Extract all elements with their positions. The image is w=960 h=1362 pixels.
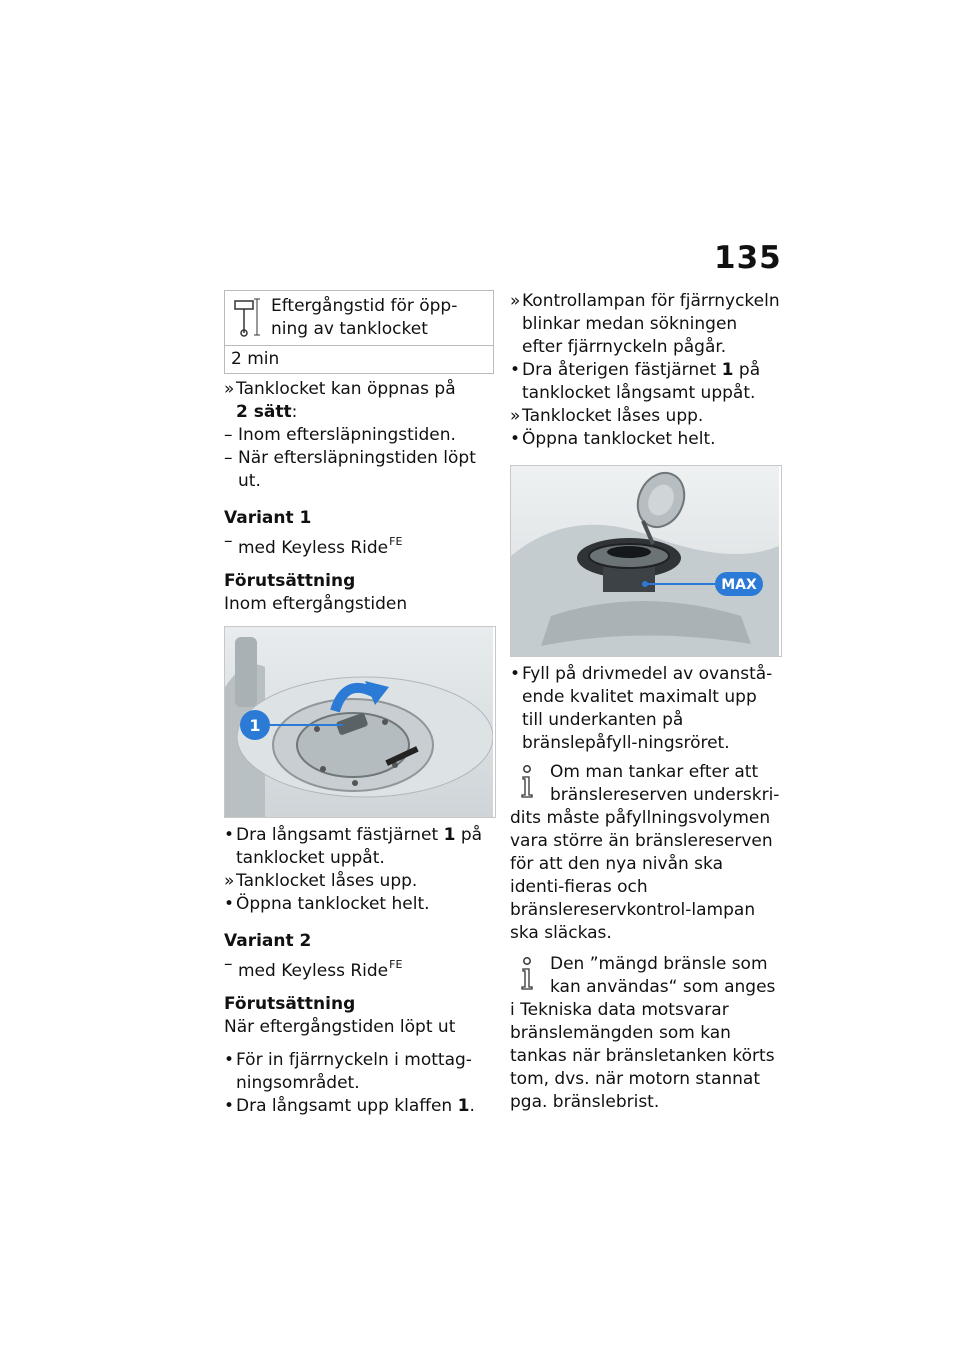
variant1-heading: Variant 1 <box>224 508 312 528</box>
action-ref: 1 <box>721 360 734 380</box>
right-column <box>510 290 782 1114</box>
bullet-marker: • <box>510 360 521 380</box>
result-line <box>510 290 782 359</box>
result-text: Tanklocket låses upp. <box>236 871 418 891</box>
spec-box <box>224 290 494 374</box>
intro-tail: : <box>291 402 298 422</box>
action-ref: 1 <box>443 825 456 845</box>
dash-marker: – <box>224 448 233 468</box>
action-item <box>224 1049 496 1095</box>
result-text: Tanklocket låses upp. <box>522 406 704 426</box>
dash-marker: – <box>224 954 233 974</box>
dash-item <box>224 424 496 447</box>
result-marker: » <box>510 291 521 311</box>
variant1-requirement <box>224 530 496 560</box>
result-text: Kontrollampan för fjärrnyckeln blinkar medan sökningen efter fjärrnyckeln pågår. <box>522 291 780 357</box>
variant2-heading: Variant 2 <box>224 931 312 951</box>
requirement-text: med Keyless Ride <box>238 538 389 558</box>
action-item <box>510 428 782 451</box>
result-line <box>510 405 782 428</box>
condition-text: När eftergångstiden löpt ut <box>224 1017 456 1037</box>
note-text: Om man tankar efter att bränslereserven underskri-dits måste påfyllningsvolymen vara större än bränslereserven för att den nya nivån ska identi-fieras och bränslereservkontrol-lampan ska släckas. <box>510 762 780 943</box>
bullet-marker: • <box>224 894 235 914</box>
intro-bold: 2 sätt <box>236 402 292 422</box>
result-line <box>224 870 496 893</box>
spec-title: Eftergångstid för öpp-ning av tanklocket <box>271 296 458 339</box>
page-number: 135 <box>714 240 782 276</box>
dash-item <box>224 447 496 493</box>
action-text: Dra återigen fästjärnet <box>522 360 722 380</box>
figure-tank-cap-closed <box>224 626 496 818</box>
dash-text: När eftersläpningstiden löpt ut. <box>238 448 476 491</box>
action-text: Öppna tanklocket helt. <box>236 894 430 914</box>
action-ref: 1 <box>457 1096 470 1116</box>
max-label: MAX <box>721 577 757 593</box>
spec-box-header <box>225 291 493 346</box>
bullet-marker: • <box>224 1096 235 1116</box>
action-item <box>510 359 782 405</box>
bullet-marker: • <box>510 664 521 684</box>
info-note <box>510 953 782 1114</box>
requirement-sup: FE <box>389 535 403 548</box>
requirement-text: med Keyless Ride <box>238 961 389 981</box>
left-column <box>224 290 496 1118</box>
action-text: För in fjärrnyckeln i mottag-ningsområdet. <box>236 1050 472 1093</box>
action-item <box>224 1095 496 1118</box>
timer-icon <box>231 295 261 339</box>
action-item <box>510 663 782 755</box>
tank-cap-illustration <box>225 627 493 817</box>
bullet-marker: • <box>510 429 521 449</box>
dash-text: Inom eftersläpningstiden. <box>238 425 456 445</box>
intro-text: Tanklocket kan öppnas på <box>236 379 456 399</box>
info-icon <box>512 763 542 803</box>
variant2-requirement <box>224 953 496 983</box>
dash-marker: – <box>224 425 233 445</box>
action-text: Öppna tanklocket helt. <box>522 429 716 449</box>
action-item <box>224 893 496 916</box>
bullet-marker: • <box>224 825 235 845</box>
action-text: Dra långsamt fästjärnet <box>236 825 444 845</box>
callout-1-label: 1 <box>249 716 261 735</box>
condition-heading: Förutsättning <box>224 571 356 591</box>
info-note <box>510 761 782 945</box>
action-text-tail: på tanklocket långsamt uppåt. <box>522 360 761 403</box>
info-icon <box>512 955 542 995</box>
result-line <box>224 378 496 424</box>
action-text: Dra långsamt upp klaffen <box>236 1096 458 1116</box>
figure-tank-open <box>510 465 782 657</box>
result-marker: » <box>510 406 521 426</box>
action-text-tail: . <box>469 1096 475 1116</box>
spec-value: 2 min <box>231 349 280 369</box>
tank-open-illustration <box>511 466 779 656</box>
result-marker: » <box>224 871 235 891</box>
condition-text: Inom eftergångstiden <box>224 594 408 614</box>
dash-marker: – <box>224 531 233 551</box>
action-item <box>224 824 496 870</box>
action-text-tail: på tanklocket uppåt. <box>236 825 483 868</box>
result-marker: » <box>224 379 235 399</box>
requirement-sup: FE <box>389 958 403 971</box>
condition-heading: Förutsättning <box>224 994 356 1014</box>
action-text: Fyll på drivmedel av ovanstå-ende kvalitet maximalt upp till underkanten på bränslepåfyll-ningsröret. <box>522 664 773 753</box>
bullet-marker: • <box>224 1050 235 1070</box>
note-text: Den ”mängd bränsle som kan användas“ som anges i Tekniska data motsvarar bränslemängden som kan tankas när bränsletanken körts tom, dvs. när motorn stannat pga. bränslebrist. <box>510 954 776 1112</box>
